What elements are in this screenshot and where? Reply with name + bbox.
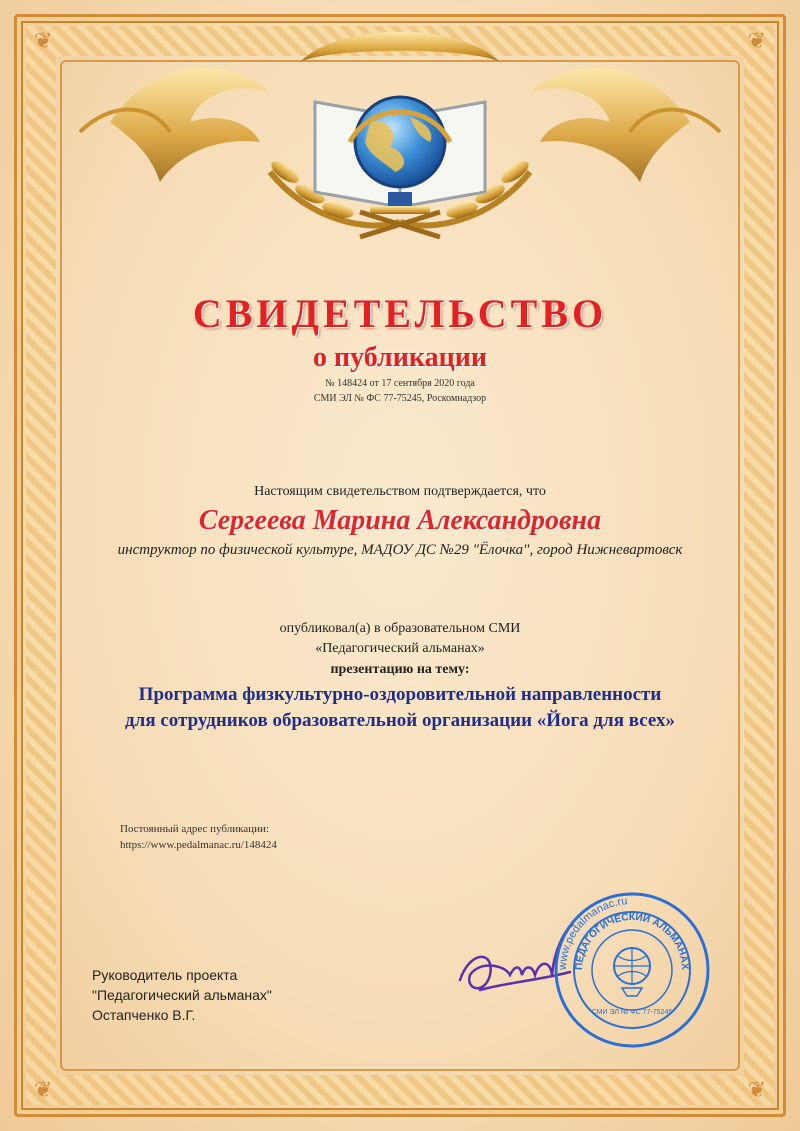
stamp-outer-text: www.pedalmanac.ru <box>556 895 629 971</box>
address-label: Постоянный адрес публикации: <box>120 823 269 835</box>
corner-swirl-icon: ❦ <box>747 1077 766 1102</box>
published-text: опубликовал(а) в образовательном СМИ <box>279 621 521 636</box>
corner-swirl-icon: ❦ <box>34 28 53 53</box>
journal-name: «Педагогический альманах» <box>315 641 485 656</box>
person-name: Сергеева Марина Александровна <box>198 505 602 536</box>
certificate-subtitle: о публикации <box>312 342 487 373</box>
corner-swirl-icon: ❦ <box>34 1077 53 1102</box>
certificate-number: № 148424 от 17 сентября 2020 года <box>325 378 475 389</box>
globe-book-emblem-icon <box>70 22 730 252</box>
signatory-project: "Педагогический альманах" <box>92 987 272 1003</box>
person-position: инструктор по физической культуре, МАДОУ ДС №29 "Ёлочка", город Нижневартовск <box>117 542 683 558</box>
stamp-registration-text: СМИ ЭЛ № ФС 77-75245 <box>591 1009 673 1016</box>
address-url[interactable]: https://www.pedalmanac.ru/148424 <box>120 839 277 851</box>
signatory-role: Руководитель проекта <box>92 967 238 983</box>
signatory-name: Остапченко В.Г. <box>92 1007 196 1023</box>
presentation-label: презентацию на тему: <box>330 662 470 677</box>
corner-swirl-icon: ❦ <box>747 28 766 53</box>
publication-topic: Программа физкультурно-оздоровительной направленности для сотрудников образовательной организации «Йога для всех» <box>125 684 675 731</box>
confirm-text: Настоящим свидетельством подтверждается, что <box>254 484 546 499</box>
certificate-title: СВИДЕТЕЛЬСТВО <box>192 291 608 336</box>
registration-info: СМИ ЭЛ № ФС 77-75245, Роскомнадзор <box>313 393 487 404</box>
seal-stamp-icon <box>552 890 712 1050</box>
stamp-middle-text: ПЕДАГОГИЧЕСКИЙ АЛЬМАНАХ <box>573 911 691 971</box>
signatory-block <box>92 965 272 1025</box>
